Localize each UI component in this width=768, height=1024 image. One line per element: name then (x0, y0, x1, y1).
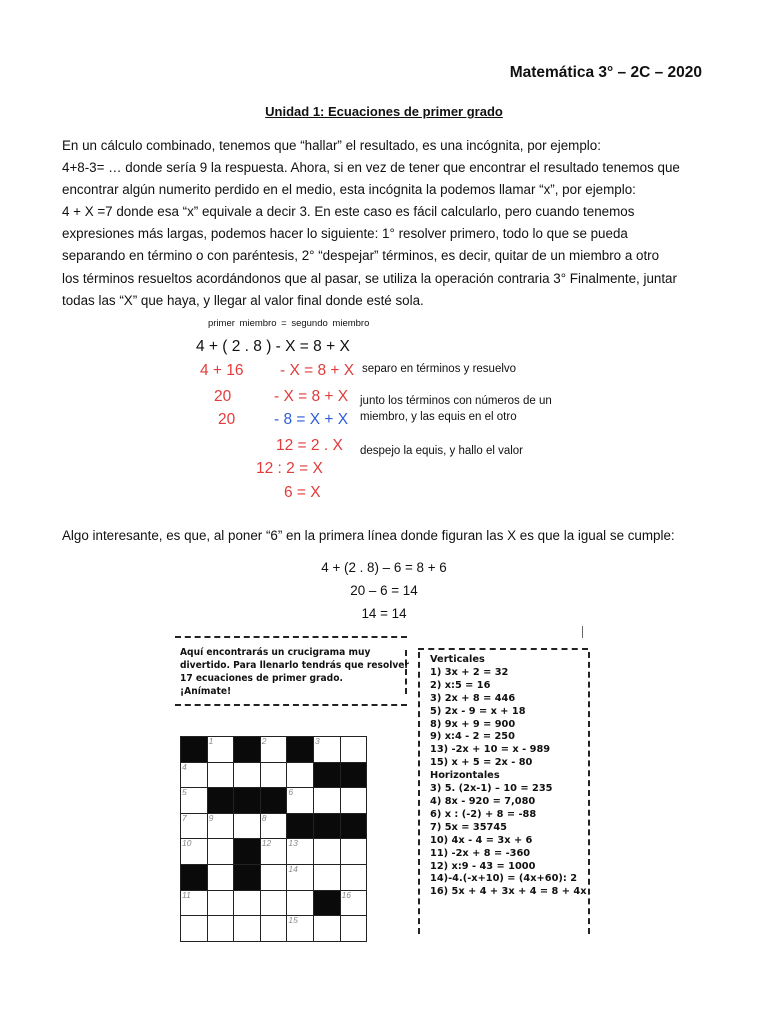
black-cell (234, 737, 261, 763)
paragraph-line: los términos resueltos acordándonos que al pasar, se utiliza la operación contraria 3° Finalmente, juntar (62, 270, 677, 286)
grid-cell[interactable] (287, 890, 314, 916)
equation-line-3-right: - X = 8 + X (274, 388, 349, 405)
cell-number: 14 (288, 863, 298, 874)
black-cell (340, 813, 367, 839)
grid-cell[interactable] (313, 839, 340, 865)
grid-cell[interactable] (260, 737, 287, 763)
equation-line-4-a: - 8 (274, 411, 293, 428)
clue-item: 2) x:5 = 16 (430, 679, 491, 691)
grid-cell[interactable] (260, 890, 287, 916)
grid-cell[interactable] (181, 916, 208, 942)
crossword-intro-line: ¡Anímate! (180, 686, 232, 697)
cell-number: 3 (314, 736, 320, 746)
intro-paragraph (62, 135, 712, 312)
grid-row (181, 864, 367, 890)
grid-cell[interactable] (181, 890, 208, 916)
clue-item: 10) 4x - 4 = 3x + 6 (430, 834, 533, 846)
crossword-intro-line: 17 ecuaciones de primer grado. (180, 673, 343, 684)
black-cell (287, 813, 314, 839)
cell-number: 1 (208, 736, 214, 746)
clues-list (430, 654, 587, 899)
verticales-title: Verticales (430, 654, 485, 665)
paragraph-line: En un cálculo combinado, tenemos que “hallar” el resultado, es una incógnita, por ejemplo: (62, 138, 601, 153)
grid-cell[interactable] (181, 813, 208, 839)
interesting-line: Algo interesante, es que, al poner “6” en la primera línea donde figuran las X es que la igual se cumple: (62, 528, 675, 543)
verification-line-1: 4 + (2 . 8) – 6 = 8 + 6 (321, 560, 447, 575)
step-note-3: despejo la equis, y hallo el valor (360, 445, 524, 457)
clue-item: 13) -2x + 10 = x - 989 (430, 744, 551, 756)
cell-number: 7 (182, 812, 187, 823)
cell-number: 12 (261, 838, 272, 849)
crossword-intro-line: Aquí encontrarás un crucigrama muy (180, 647, 371, 658)
verification-line-2: 20 – 6 = 14 (350, 583, 418, 598)
clue-item: 7) 5x = 35745 (430, 821, 507, 833)
grid-cell[interactable] (260, 916, 287, 942)
equation-line-2-left: 4 + 16 (200, 362, 244, 379)
grid-cell[interactable] (313, 737, 340, 763)
black-cell (313, 762, 340, 788)
grid-row (181, 737, 367, 763)
equation-line-4-left: 20 (218, 411, 236, 428)
paragraph-line: separando en término o con paréntesis, 2° “despejar” términos, es decir, quitar de un miembro a otro (62, 248, 660, 264)
divider (418, 648, 588, 650)
clue-item: 1) 3x + 2 = 32 (430, 666, 509, 678)
paragraph-line: expresiones más largas, podemos hacer lo siguiente: 1° resolver primero, todo lo que se pueda (62, 226, 628, 242)
black-cell (234, 788, 261, 814)
black-cell (181, 864, 208, 890)
grid-row (181, 788, 367, 814)
clue-item: 15) x + 5 = 2x - 80 (430, 757, 533, 769)
grid-cell[interactable] (234, 916, 261, 942)
grid-cell[interactable] (260, 762, 287, 788)
grid-cell[interactable] (287, 762, 314, 788)
divider (582, 626, 583, 638)
clue-item: 9) x:4 - 2 = 250 (430, 731, 515, 743)
grid-cell[interactable] (207, 737, 234, 763)
clue-item: 12) x:9 - 43 = 1000 (430, 860, 536, 872)
clue-item: 11) -2x + 8 = -360 (430, 847, 531, 859)
clue-item: 3) 2x + 8 = 446 (430, 692, 516, 704)
divider (175, 636, 407, 638)
equation-line-4 (274, 411, 348, 429)
black-cell (181, 737, 208, 763)
equation-line-6: 12 : 2 = X (256, 460, 323, 477)
black-cell (260, 788, 287, 814)
equation-line-1: 4 + ( 2 . 8 ) - X = 8 + X (196, 338, 350, 355)
divider (175, 704, 407, 706)
clue-item: 8) 9x + 9 = 900 (430, 718, 516, 730)
cell-number: 6 (288, 787, 294, 798)
grid-cell[interactable] (207, 890, 234, 916)
cell-number: 9 (208, 812, 214, 823)
grid-cell[interactable] (287, 916, 314, 942)
grid-cell[interactable] (181, 839, 208, 865)
grid-cell[interactable] (234, 813, 261, 839)
grid-row (181, 916, 367, 942)
grid-cell[interactable] (181, 788, 208, 814)
clue-item: 5) 2x - 9 = x + 18 (430, 705, 526, 717)
cell-number: 13 (288, 838, 298, 849)
grid-cell[interactable] (234, 890, 261, 916)
grid-cell[interactable] (340, 890, 367, 916)
grid-cell[interactable] (313, 864, 340, 890)
black-cell (234, 839, 261, 865)
clue-item: 6) x : (-2) + 8 = -88 (430, 808, 537, 820)
grid-row (181, 839, 367, 865)
grid-cell[interactable] (260, 813, 287, 839)
cell-number: 5 (182, 787, 187, 798)
crossword-grid (180, 736, 367, 942)
document-title: Matemática 3° – 2C – 2020 (509, 64, 702, 81)
cell-number: 8 (261, 812, 267, 823)
paragraph-line: 4 + X =7 donde esa “x” equivale a decir 3. En este caso es fácil calcularlo, pero cuando tenemos (62, 204, 635, 220)
grid-row (181, 813, 367, 839)
cell-number: 16 (341, 889, 352, 900)
equation-line-4-b: = X + X (292, 411, 349, 428)
grid-cell[interactable] (260, 864, 287, 890)
paragraph-line: encontrar algún numerito perdido en el medio, esta incógnita la podemos llamar “x”, por ejemplo: (62, 182, 636, 198)
equation-line-5: 12 = 2 . X (276, 437, 343, 454)
grid-cell[interactable] (340, 916, 367, 942)
crossword-intro-line: divertido. Para llenarlo tendrás que resolver (180, 660, 409, 671)
grid-cell[interactable] (340, 788, 367, 814)
black-cell (313, 890, 340, 916)
grid-cell[interactable] (287, 864, 314, 890)
grid-cell[interactable] (340, 839, 367, 865)
grid-cell[interactable] (313, 788, 340, 814)
grid-cell[interactable] (260, 839, 287, 865)
black-cell (287, 737, 314, 763)
grid-cell[interactable] (207, 762, 234, 788)
grid-cell[interactable] (207, 813, 234, 839)
paragraph-line: todas las “X” que haya, y llegar al valor final donde esté sola. (62, 292, 424, 308)
cell-number: 15 (288, 915, 298, 926)
unit-title: Unidad 1: Ecuaciones de primer grado (265, 104, 503, 119)
step-note-2a: junto los términos con números de un (360, 395, 552, 407)
grid-cell[interactable] (181, 762, 208, 788)
grid-cell[interactable] (340, 737, 367, 763)
black-cell (313, 813, 340, 839)
verification-line-3: 14 = 14 (361, 606, 407, 621)
clue-item: 3) 5. (2x-1) – 10 = 235 (430, 783, 553, 795)
black-cell (234, 864, 261, 890)
paragraph-line: 4+8-3= … donde sería 9 la respuesta. Ahora, si en vez de tener que encontrar el resultado tenemos que (62, 160, 680, 176)
black-cell (207, 788, 234, 814)
grid-cell[interactable] (207, 839, 234, 865)
cell-number: 4 (182, 761, 187, 772)
grid-row (181, 890, 367, 916)
step-note-1: separo en términos y resuelvo (362, 363, 517, 375)
black-cell (340, 762, 367, 788)
grid-cell[interactable] (287, 839, 314, 865)
crossword-intro-text (180, 646, 409, 698)
cell-number: 11 (182, 889, 191, 900)
grid-row (181, 762, 367, 788)
equation-line-2-right: - X = 8 + X (280, 362, 355, 379)
grid-cell[interactable] (234, 762, 261, 788)
grid-cell[interactable] (207, 864, 234, 890)
step-note-2b: miembro, y las equis en el otro (360, 411, 517, 423)
grid-cell[interactable] (287, 788, 314, 814)
grid-cell[interactable] (313, 916, 340, 942)
cell-number: 2 (261, 736, 267, 746)
clue-item: 14)-4.(-x+10) = (4x+60): 2 (430, 873, 578, 885)
grid-cell[interactable] (340, 864, 367, 890)
equation-line-3-left: 20 (214, 388, 232, 405)
grid-cell[interactable] (207, 916, 234, 942)
clue-item: 16) 5x + 4 + 3x + 4 = 8 + 4x (430, 886, 587, 898)
clue-item: 4) 8x - 920 = 7,080 (430, 795, 536, 807)
horizontales-title: Horizontales (430, 770, 500, 782)
cell-number: 10 (182, 838, 192, 849)
member-label: primer miembro = segundo miembro (208, 318, 370, 329)
equation-line-7: 6 = X (284, 484, 321, 501)
